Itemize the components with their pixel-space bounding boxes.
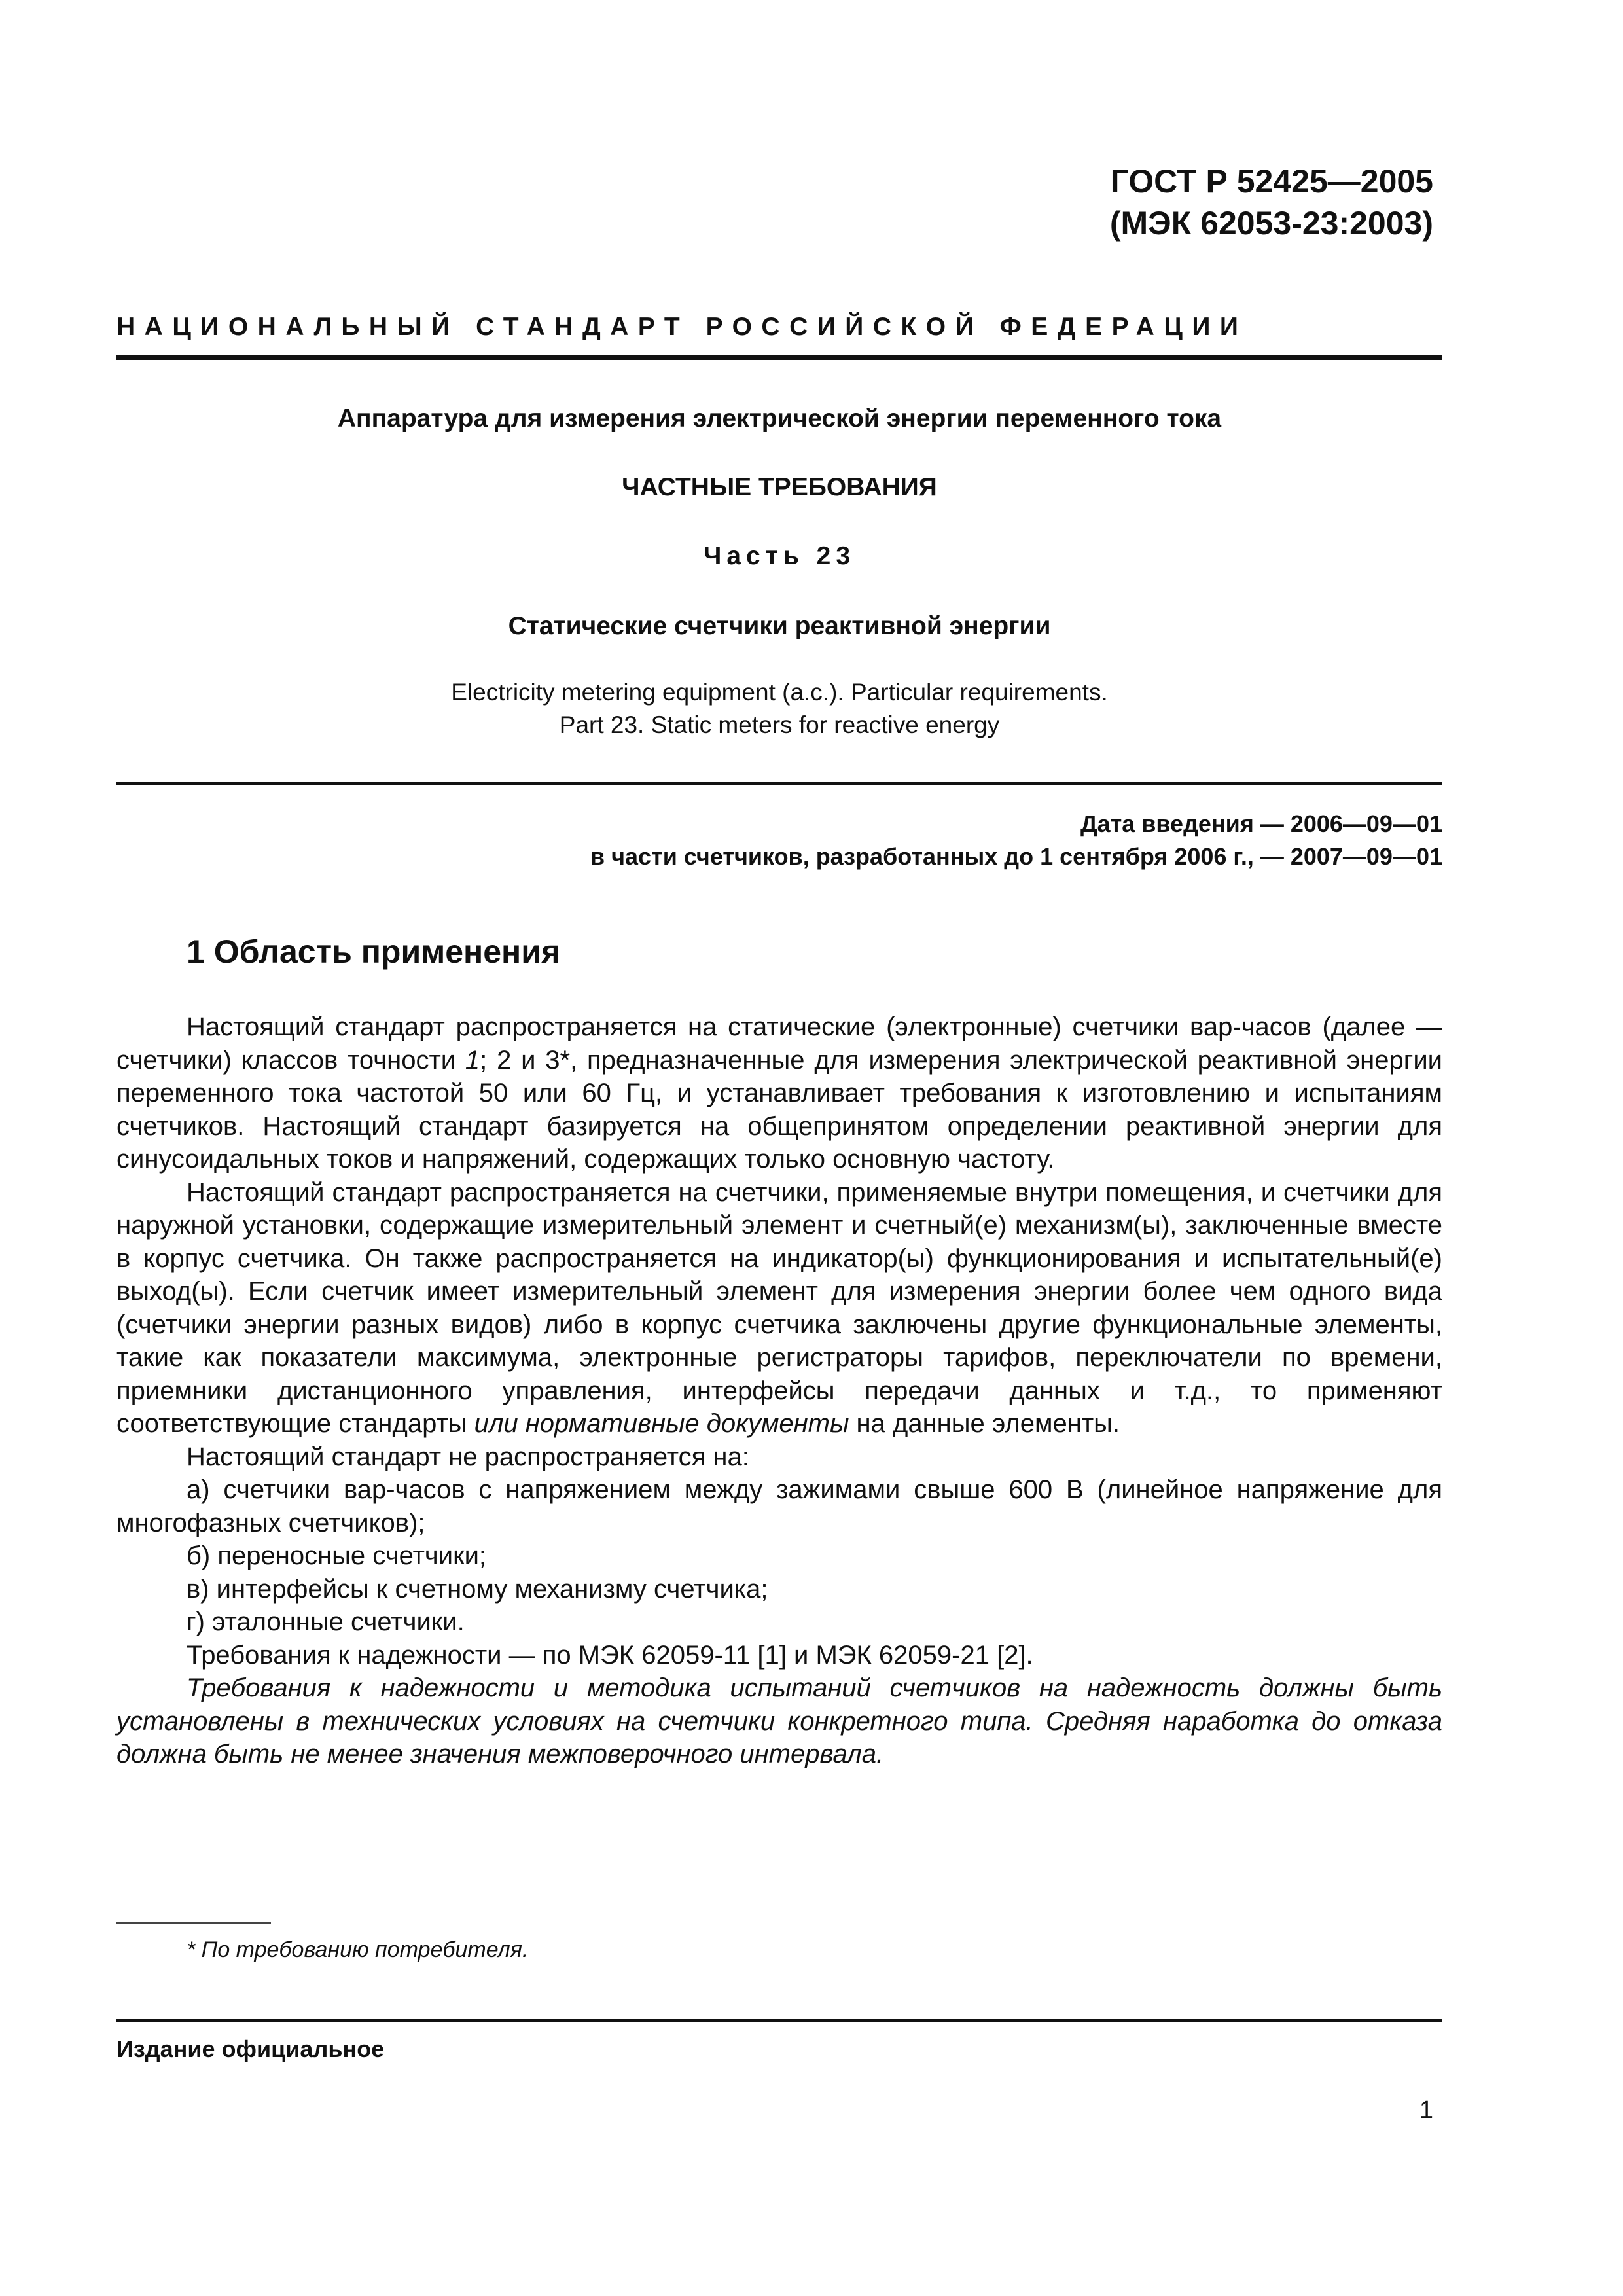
list-item-a: а) счетчики вар-часов с напряжением между зажимами свыше 600 В (линейное напряжение для многофазных счетчиков); bbox=[116, 1475, 1442, 1537]
edition-label: Издание официальное bbox=[116, 2036, 385, 2062]
list-item-c: в) интерфейсы к счетному механизму счетчика; bbox=[187, 1574, 768, 1604]
footer-divider bbox=[116, 2019, 1442, 2022]
introduction-date-meters: в части счетчиков, разработанных до 1 сентября 2006 г., — 2007—09—01 bbox=[590, 843, 1442, 870]
paragraph-1: Настоящий стандарт распространяется на статические (электронные) счетчики вар-часов (далее — счетчики) классов точности 1; 2 и 3*, предназначенные для измерения электрической реактивной энергии переменного тока частотой 50 или 60 Гц, и устанавливает требования к изготовлению и испытаниям счетчиков. Настоящий стандарт базируется на общепринятом определении реактивной энергии для синусоидальных токов и напряжений, содержащих только основную частоту. bbox=[116, 1013, 1443, 1174]
introduction-date: Дата введения — 2006—09—01 bbox=[1080, 810, 1442, 837]
national-standard-header: НАЦИОНАЛЬНЫЙ СТАНДАРТ РОССИЙСКОЙ ФЕДЕРАЦИИ bbox=[116, 313, 1248, 341]
title-subtitle bbox=[116, 471, 1442, 504]
introduction-dates bbox=[590, 808, 1442, 873]
title-main bbox=[116, 403, 1442, 435]
list-item-d: г) эталонные счетчики. bbox=[187, 1607, 465, 1636]
title-topic bbox=[116, 610, 1442, 643]
document-number-iec: (МЭК 62053-23:2003) bbox=[1109, 205, 1433, 242]
document-number: ГОСТ Р 52425—2005 bbox=[1110, 163, 1433, 200]
title-divider bbox=[116, 782, 1442, 785]
title-part bbox=[116, 540, 1442, 573]
section-body bbox=[116, 1011, 1442, 1771]
title-english-line2: Part 23. Static meters for reactive energy bbox=[559, 711, 1000, 738]
section-heading: 1 Область применения bbox=[187, 933, 561, 970]
paragraph-2: Настоящий стандарт распространяется на счетчики, применяемые внутри помещения, и счетчики для наружной установки, содержащие измерительный элемент и счетный(е) механизм(ы), заключенные вместе в корпус счетчика. Он также распространяется на индикатор(ы) функционирования и испытательный(е) выход(ы). Если счетчик имеет измерительный элемент для измерения энергии более чем одного вида (счетчики энергии разных видов) либо в корпус счетчика заключены другие функциональные элементы, такие как показатели максимума, электронные регистраторы тарифов, переключатели по времени, приемники дистанционного управления, интерфейсы передачи данных и т.д., то применяют соответствующие стандарты или нормативные документы на данные элементы. bbox=[116, 1177, 1442, 1438]
title-topic-text: Статические счетчики реактивной энергии bbox=[508, 612, 1051, 640]
title-subtitle-text: ЧАСТНЫЕ ТРЕБОВАНИЯ bbox=[622, 473, 937, 501]
header-divider bbox=[116, 355, 1442, 360]
page-number: 1 bbox=[1419, 2096, 1433, 2124]
document-number-block bbox=[1110, 160, 1433, 244]
title-part-text: Часть 23 bbox=[703, 542, 856, 570]
footnote-divider bbox=[116, 1922, 271, 1924]
paragraph-3: Настоящий стандарт не распространяется на: bbox=[187, 1442, 749, 1471]
list-item-b: б) переносные счетчики; bbox=[187, 1541, 487, 1570]
footnote: * По требованию потребителя. bbox=[187, 1937, 529, 1962]
title-main-text: Аппаратура для измерения электрической энергии переменного тока bbox=[337, 404, 1222, 433]
paragraph-5: Требования к надежности и методика испытаний счетчиков на надежность должны быть установлены в технических условиях на счетчики конкретного типа. Средняя наработка до отказа должна быть не менее значения межповерочного интервала. bbox=[116, 1674, 1442, 1768]
title-english bbox=[116, 676, 1442, 742]
title-english-line1: Electricity metering equipment (a.c.). Particular requirements. bbox=[451, 679, 1108, 706]
paragraph-4: Требования к надежности — по МЭК 62059-11 [1] и МЭК 62059-21 [2]. bbox=[187, 1640, 1033, 1670]
